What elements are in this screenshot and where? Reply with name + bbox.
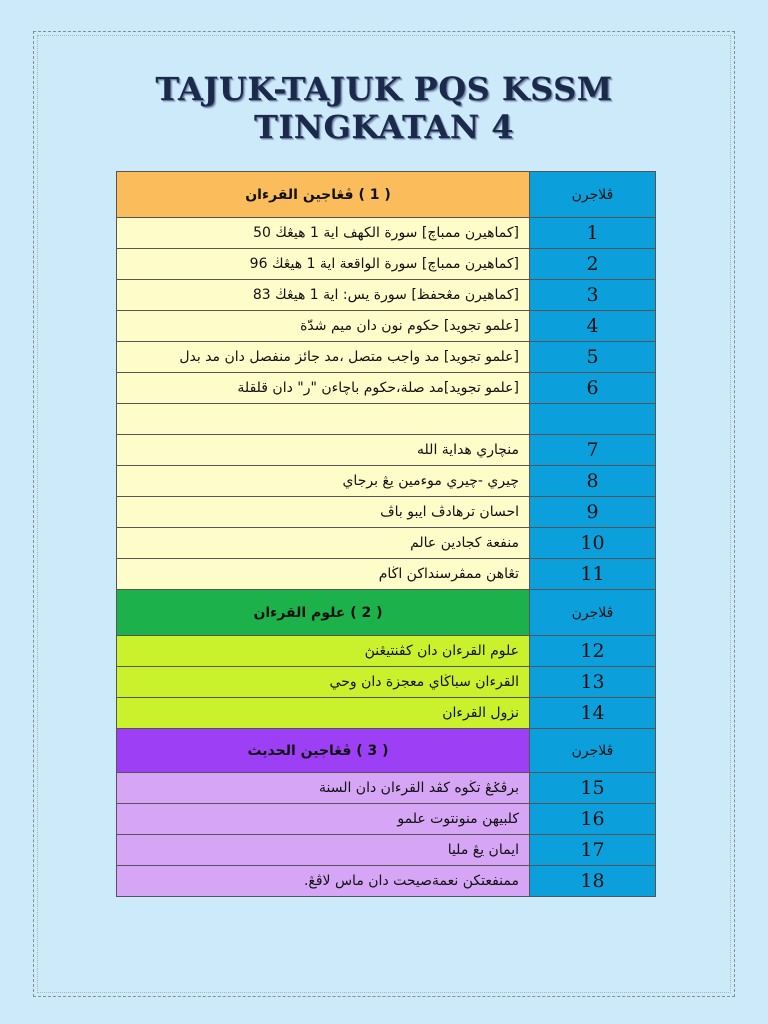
topic-number: 11 bbox=[530, 559, 656, 590]
topic-row bbox=[117, 497, 656, 528]
title-line-2: TINGKATAN 4 bbox=[254, 108, 514, 146]
topic-number: 6 bbox=[530, 373, 656, 404]
topic-row bbox=[117, 342, 656, 373]
topic-number: 3 bbox=[530, 280, 656, 311]
topics-table bbox=[116, 171, 656, 897]
topic-text: ايمان يڠ مليا bbox=[117, 835, 530, 866]
topic-text: [علمو تجويد]مد صلة،حكوم باچاءن "ر" دان قلقلة bbox=[117, 373, 530, 404]
topic-text: چيري -چيري موءمين يڠ برجاي bbox=[117, 466, 530, 497]
topic-row bbox=[117, 528, 656, 559]
page-title bbox=[0, 70, 768, 146]
column-label: ڤلاجرن bbox=[530, 590, 656, 636]
topic-number: 13 bbox=[530, 667, 656, 698]
topic-row bbox=[117, 404, 656, 435]
topic-row bbox=[117, 435, 656, 466]
topic-row bbox=[117, 311, 656, 342]
column-label: ڤلاجرن bbox=[530, 729, 656, 773]
topic-text: احسان ترهادڤ ايبو باڤ bbox=[117, 497, 530, 528]
topic-row bbox=[117, 866, 656, 897]
topic-number: 4 bbox=[530, 311, 656, 342]
topic-row bbox=[117, 373, 656, 404]
section-header-row bbox=[117, 729, 656, 773]
topic-text: القرءان سباڬاي معجزة دان وحي bbox=[117, 667, 530, 698]
topic-number: 16 bbox=[530, 804, 656, 835]
topic-number: 2 bbox=[530, 249, 656, 280]
topic-text: منچاري هداية الله bbox=[117, 435, 530, 466]
title-line-1: TAJUK-TAJUK PQS KSSM bbox=[155, 70, 613, 108]
topic-number: 15 bbox=[530, 773, 656, 804]
section-header-row bbox=[117, 172, 656, 218]
topic-row bbox=[117, 804, 656, 835]
topic-text: علوم القرءان دان كڤنتيڠنڽ bbox=[117, 636, 530, 667]
section-heading: ( 3 ) ڤڠاجين الحديث bbox=[117, 729, 530, 773]
topic-row bbox=[117, 249, 656, 280]
topic-text: ممنفعتكن نعمةصيحت دان ماس لاڤڠ. bbox=[117, 866, 530, 897]
section-heading: ( 1 ) ڤڠاجين القرءان bbox=[117, 172, 530, 218]
topic-row bbox=[117, 773, 656, 804]
topic-text: [كماهيرن ممباچ] سورة الكهف اية 1 هيڠڬ 50 bbox=[117, 218, 530, 249]
topic-row bbox=[117, 466, 656, 497]
topic-row bbox=[117, 698, 656, 729]
topic-number: 8 bbox=[530, 466, 656, 497]
topic-text: [كماهيرن ممباچ] سورة الواقعة اية 1 هيڠڬ 96 bbox=[117, 249, 530, 280]
topic-number: 10 bbox=[530, 528, 656, 559]
topic-text: برڤݢڠ تڬوه كڤد القرءان دان السنة bbox=[117, 773, 530, 804]
topic-row bbox=[117, 280, 656, 311]
topic-row bbox=[117, 835, 656, 866]
topic-number: 7 bbox=[530, 435, 656, 466]
topic-text: [علمو تجويد] مد واجب متصل ،مد جائز منفصل دان مد بدل bbox=[117, 342, 530, 373]
column-label: ڤلاجرن bbox=[530, 172, 656, 218]
topic-number: 12 bbox=[530, 636, 656, 667]
topic-row bbox=[117, 636, 656, 667]
topic-text: منفعة كجادين عالم bbox=[117, 528, 530, 559]
topic-number: 5 bbox=[530, 342, 656, 373]
topic-row bbox=[117, 667, 656, 698]
topic-text: تڠاهن ممڤرسنداكن اڬام bbox=[117, 559, 530, 590]
topic-number: 14 bbox=[530, 698, 656, 729]
section-heading: ( 2 ) علوم القرءان bbox=[117, 590, 530, 636]
topic-row bbox=[117, 559, 656, 590]
topic-row bbox=[117, 218, 656, 249]
topic-number: 9 bbox=[530, 497, 656, 528]
topic-number: 17 bbox=[530, 835, 656, 866]
topic-text: نزول القرءان bbox=[117, 698, 530, 729]
section-header-row bbox=[117, 590, 656, 636]
topic-text: [كماهيرن مڠحفظ] سورة يس: اية 1 هيڠڬ 83 bbox=[117, 280, 530, 311]
topic-number: 18 bbox=[530, 866, 656, 897]
topic-number: 1 bbox=[530, 218, 656, 249]
topic-text: [علمو تجويد] حكوم نون دان ميم شدّة bbox=[117, 311, 530, 342]
topic-text bbox=[117, 404, 530, 435]
topic-text: كلبيهن منونتوت علمو bbox=[117, 804, 530, 835]
topic-number bbox=[530, 404, 656, 435]
